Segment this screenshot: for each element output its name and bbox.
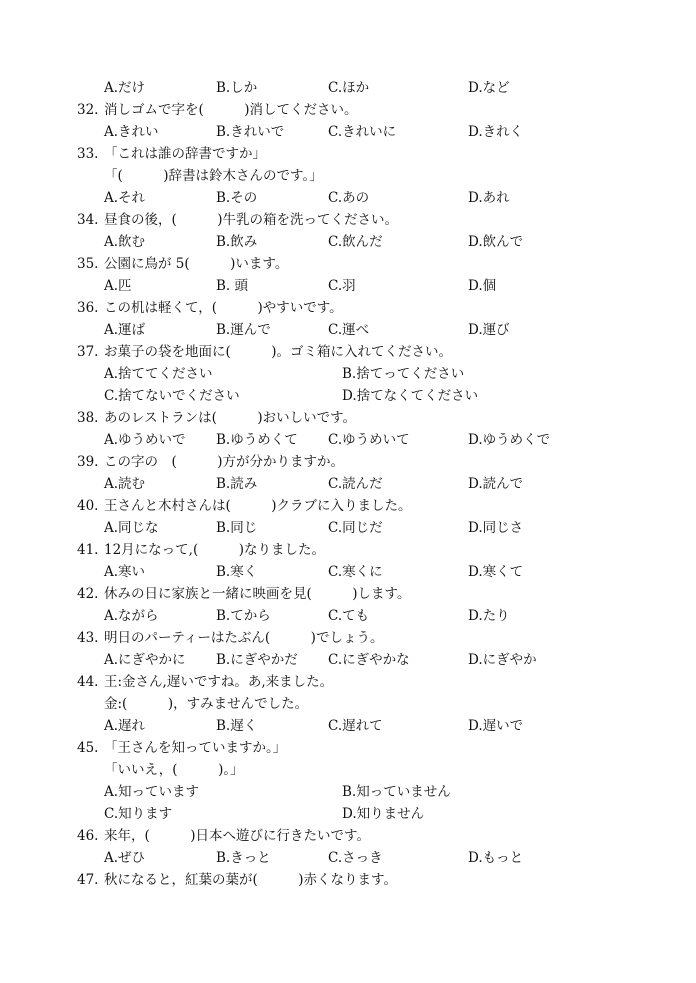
- question-text: 王さんと木村さんは( )クラブに入りました。: [104, 498, 412, 514]
- exam-sheet: [0, 77, 696, 891]
- answer-option: B.その: [216, 190, 258, 206]
- answer-option: B.捨てってください: [342, 366, 465, 382]
- question-row: [0, 407, 696, 429]
- options-row: [0, 363, 696, 385]
- answer-option: B.ゆうめくて: [216, 432, 298, 448]
- question-number: 40.: [77, 498, 99, 514]
- answer-option: A.ゆうめいで: [104, 432, 186, 448]
- question-number: 47.: [77, 872, 99, 888]
- answer-option: C.同じだ: [328, 520, 383, 536]
- question-text: 来年，( )日本へ遊びに行きたいです。: [104, 828, 370, 844]
- options-row: [0, 385, 696, 407]
- answer-option: A.きれい: [104, 124, 159, 140]
- answer-option: D.きれく: [468, 124, 524, 140]
- answer-option: B.運んで: [216, 322, 271, 338]
- question-text: 昼食の後，( )牛乳の箱を洗ってください。: [104, 212, 399, 228]
- options-row: [0, 561, 696, 583]
- answer-option: C.ほか: [328, 80, 370, 96]
- answer-option: A.それ: [104, 190, 146, 206]
- answer-option: C.さっき: [328, 850, 383, 866]
- question-text: 「( )辞書は鈴木さんのです。」: [104, 168, 323, 184]
- question-row: [0, 341, 696, 363]
- answer-option: D.飲んで: [468, 234, 524, 250]
- question-number: 42.: [77, 586, 99, 602]
- options-row: [0, 781, 696, 803]
- answer-option: D.寒くて: [468, 564, 524, 580]
- question-text: 「王さんを知っていますか。」: [104, 740, 287, 756]
- question-text: 「いいえ，( )。」: [104, 762, 244, 778]
- answer-option: D.たり: [468, 608, 510, 624]
- question-row: [0, 495, 696, 517]
- question-row: [0, 297, 696, 319]
- answer-option: A.運ば: [104, 322, 146, 338]
- answer-option: D.知りません: [342, 806, 425, 822]
- question-row: [0, 693, 696, 715]
- question-text: この字の ( )方が分かりますか。: [104, 454, 345, 470]
- answer-option: D.捨てなくてください: [342, 388, 479, 404]
- answer-option: A.知っています: [104, 784, 200, 800]
- answer-option: D.にぎやか: [468, 652, 537, 668]
- answer-option: C.知ります: [104, 806, 173, 822]
- question-number: 38.: [77, 410, 99, 426]
- answer-option: C.きれいに: [328, 124, 397, 140]
- answer-option: D.もっと: [468, 850, 524, 866]
- answer-option: A.だけ: [104, 80, 146, 96]
- answer-option: B.きっと: [216, 850, 271, 866]
- answer-option: A.飲む: [104, 234, 146, 250]
- options-row: [0, 803, 696, 825]
- question-row: [0, 627, 696, 649]
- question-text: この机は軽くて，( )やすいです。: [104, 300, 343, 316]
- answer-option: B.遅く: [216, 718, 258, 734]
- answer-option: C.ゆうめいて: [328, 432, 410, 448]
- question-text: あのレストランは( )おいしいです。: [104, 410, 357, 426]
- question-row: [0, 209, 696, 231]
- question-number: 41.: [77, 542, 99, 558]
- answer-option: D.同じさ: [468, 520, 524, 536]
- answer-option: D.あれ: [468, 190, 510, 206]
- question-number: 37.: [77, 344, 99, 360]
- question-text: お菓子の袋を地面に( )。ゴミ箱に入れてください。: [104, 344, 453, 360]
- question-text: 秋になると，紅葉の葉が( )赤くなります。: [104, 872, 397, 888]
- answer-option: D.運び: [468, 322, 510, 338]
- question-number: 46.: [77, 828, 99, 844]
- answer-option: B. 頭: [216, 278, 249, 294]
- question-row: [0, 583, 696, 605]
- answer-option: A.遅れ: [104, 718, 146, 734]
- question-row: [0, 143, 696, 165]
- question-text: 休みの日に家族と一緒に映画を見( )します。: [104, 586, 411, 602]
- question-text: 王:金さん,遅いですね。あ,来ました。: [104, 674, 334, 690]
- answer-option: D.遅いで: [468, 718, 524, 734]
- question-number: 43.: [77, 630, 99, 646]
- answer-option: A.同じな: [104, 520, 159, 536]
- question-number: 32.: [77, 102, 99, 118]
- question-text: 金:( )，すみませんでした。: [104, 696, 309, 712]
- answer-option: B.飲み: [216, 234, 258, 250]
- answer-option: A.にぎやかに: [104, 652, 186, 668]
- answer-option: A.寒い: [104, 564, 146, 580]
- question-row: [0, 253, 696, 275]
- question-row: [0, 165, 696, 187]
- answer-option: D.読んで: [468, 476, 524, 492]
- answer-option: C.羽: [328, 278, 356, 294]
- answer-option: C.捨てないでください: [104, 388, 240, 404]
- answer-option: A.匹: [104, 278, 132, 294]
- options-row: [0, 231, 696, 253]
- options-row: [0, 121, 696, 143]
- question-text: 消しゴムで字を( )消してください。: [104, 102, 358, 118]
- answer-option: C.寒くに: [328, 564, 383, 580]
- question-number: 44.: [77, 674, 99, 690]
- answer-option: A.読む: [104, 476, 146, 492]
- question-row: [0, 759, 696, 781]
- question-text: 公園に鳥が 5( )います。: [104, 256, 289, 272]
- answer-option: B.読み: [216, 476, 258, 492]
- question-row: [0, 869, 696, 891]
- answer-option: B.同じ: [216, 520, 258, 536]
- answer-option: C.飲んだ: [328, 234, 383, 250]
- answer-option: B.知っていません: [342, 784, 451, 800]
- question-row: [0, 99, 696, 121]
- options-row: [0, 605, 696, 627]
- question-text: 明日のパーティーはたぶん( )でしょう。: [104, 630, 384, 646]
- answer-option: B.しか: [216, 80, 258, 96]
- question-text: 12月になって,( )なりました。: [104, 542, 326, 558]
- question-number: 33.: [77, 146, 99, 162]
- options-row: [0, 429, 696, 451]
- answer-option: C.読んだ: [328, 476, 383, 492]
- answer-option: A.捨ててください: [104, 366, 213, 382]
- options-row: [0, 275, 696, 297]
- question-row: [0, 451, 696, 473]
- answer-option: C.遅れて: [328, 718, 383, 734]
- question-number: 34.: [77, 212, 99, 228]
- answer-option: C.運べ: [328, 322, 370, 338]
- answer-option: B.てから: [216, 608, 271, 624]
- answer-option: B.寒く: [216, 564, 258, 580]
- question-number: 39.: [77, 454, 99, 470]
- answer-option: C.ても: [328, 608, 370, 624]
- question-number: 36.: [77, 300, 99, 316]
- question-number: 45.: [77, 740, 99, 756]
- answer-option: C.にぎやかな: [328, 652, 410, 668]
- options-row: [0, 473, 696, 495]
- options-row: [0, 715, 696, 737]
- answer-option: A.ながら: [104, 608, 159, 624]
- question-text: 「これは誰の辞書ですか」: [104, 146, 266, 162]
- answer-option: D.など: [468, 80, 510, 96]
- options-row: [0, 847, 696, 869]
- options-row: [0, 77, 696, 99]
- answer-option: D.ゆうめくで: [468, 432, 551, 448]
- question-row: [0, 539, 696, 561]
- answer-option: D.個: [468, 278, 497, 294]
- question-row: [0, 671, 696, 693]
- options-row: [0, 319, 696, 341]
- options-row: [0, 649, 696, 671]
- question-row: [0, 825, 696, 847]
- answer-option: A.ぜひ: [104, 850, 146, 866]
- answer-option: C.あの: [328, 190, 370, 206]
- answer-option: B.きれいで: [216, 124, 285, 140]
- options-row: [0, 187, 696, 209]
- options-row: [0, 517, 696, 539]
- answer-option: B.にぎやかだ: [216, 652, 298, 668]
- question-row: [0, 737, 696, 759]
- question-number: 35.: [77, 256, 99, 272]
